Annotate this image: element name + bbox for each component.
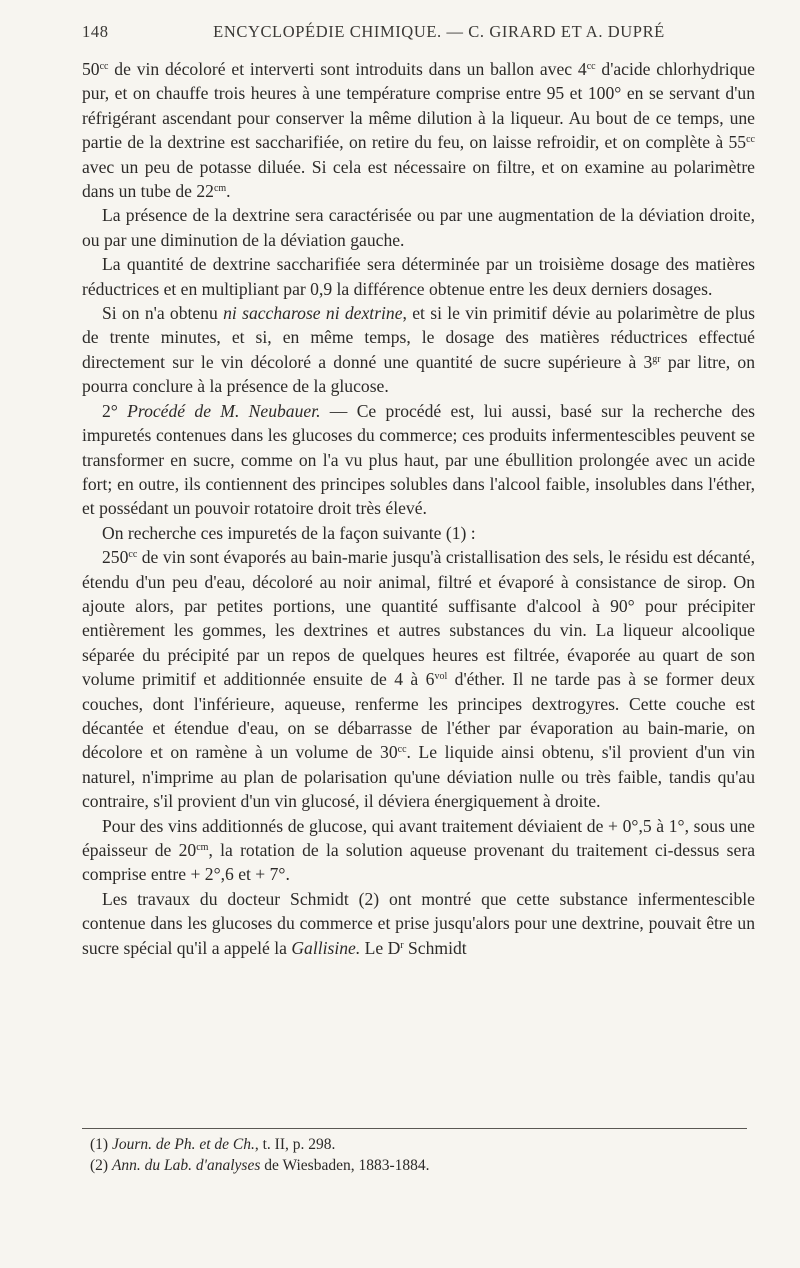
- running-title: ENCYCLOPÉDIE CHIMIQUE. — C. GIRARD ET A. DUPRÉ: [213, 22, 665, 41]
- footnotes: [90, 1134, 750, 1176]
- paragraph-rotation-values: Pour des vins additionnés de glucose, qui avant traitement déviaient de + 0°,5 à 1°, sous une épaisseur de $20^{cm}$, la rotation de la solution aqueuse provenant du traitement ci-dessus sera comprise entre + 2°,6 et + 7°.: [82, 815, 756, 885]
- page-number: 148: [82, 22, 109, 41]
- paragraph-schmidt-work: Les travaux du docteur Schmidt (2) ont montré que cette substance infermentescible contenue dans les glucoses du commerce et prise jusqu'alors pour une dextrine, pouvait être un sucre spécial qu'il a appelé la Gallisine. Le $D^r$ Schmidt: [82, 888, 755, 958]
- paragraph-dextrine-presence: La présence de la dextrine sera caractérisée ou par une augmentation de la déviation droite, ou par une diminution de la déviation gauche.: [82, 205, 755, 250]
- footnote-divider: [82, 1128, 747, 1129]
- paragraph-glucose-conclusion: Si on n'a obtenu ni saccharose ni dextrine, et si le vin primitif dévie au polarimètre de plus de trente minutes, et si, en même temps, le dosage des matières réductrices effectué directement sur le vin décoloré a donné une quantité de sucre supérieure à $3^{gr}$ par litre, on pourra conclure à la présence de la glucose.: [82, 303, 755, 397]
- footnote-2: (2) Ann. du Lab. d'analyses de Wiesbaden, 1883-1884.: [90, 1157, 430, 1174]
- running-header: [82, 22, 756, 42]
- paragraph-dextrine-quantity: La quantité de dextrine saccharifiée sera déterminée par un troisième dosage des matières réductrices et en multipliant par 0,9 la différence obtenue entre les deux derniers dosages.: [82, 254, 755, 299]
- footnote-1: (1) Journ. de Ph. et de Ch., t. II, p. 298.: [90, 1136, 336, 1153]
- paragraph-neubauer-method: 2° Procédé de M. Neubauer. — Ce procédé est, lui aussi, basé sur la recherche des impuretés contenues dans les glucoses du commerce; ces produits infermentescibles peuvent se transformer en sucre, comme on l'a vu plus haut, par une ébullition prolongée avec un acide fort; en outre, ils contiennent des principes solubles dans l'alcool faible, insolubles dans l'éther, et possédant un pouvoir rotatoire droit très élevé.: [82, 400, 755, 519]
- paragraph-dextrine-procedure: $50^{cc}$ de vin décoloré et interverti sont introduits dans un ballon avec $4^{cc}$ d'acide chlorhydrique pur, et on chauffe trois heures à une température comprise entre 95 et 100° en se servant d'un réfrigérant ascendant pour conserver la même dilution à la liqueur. Au bout de ce temps, une partie de la dextrine est saccharifiée, on retire du feu, on laisse refroidir, et on complète à $55^{cc}$ avec un peu de potasse diluée. Si cela est nécessaire on filtre, et on examine au polarimètre dans un tube de $22^{cm}$.: [82, 59, 755, 202]
- main-text: [82, 57, 755, 960]
- paragraph-evaporation-procedure: $250^{cc}$ de vin sont évaporés au bain-marie jusqu'à cristallisation des sels, le résidu est décanté, étendu d'un peu d'eau, décoloré au noir animal, filtré et évaporé à consistance de sirop. On ajoute alors, par petites portions, une quantité suffisante d'alcool à 90° pour précipiter entièrement les gommes, les dextrines et autres substances du vin. La liqueur alcoolique séparée du précipité par un repos de quelques heures est filtrée, évaporée au quart de son volume primitif et additionnée ensuite de 4 à $6^{vol}$ d'éther. Il ne tarde pas à se former deux couches, dont l'inférieure, aqueuse, renferme les principes dextrogyres. Cette couche est décantée et étendue d'eau, on se débarrasse de l'éther par évaporation au bain-marie, on décolore et on ramène à un volume de $30^{cc}$. Le liquide ainsi obtenu, s'il provient d'un vin naturel, n'imprime au plan de polarisation qu'une déviation nulle ou très faible, tandis qu'au contraire, s'il provient d'un vin glucosé, il déviera énergiquement à droite.: [82, 547, 756, 812]
- paragraph-impurities-intro: On recherche ces impuretés de la façon suivante (1) :: [102, 522, 476, 543]
